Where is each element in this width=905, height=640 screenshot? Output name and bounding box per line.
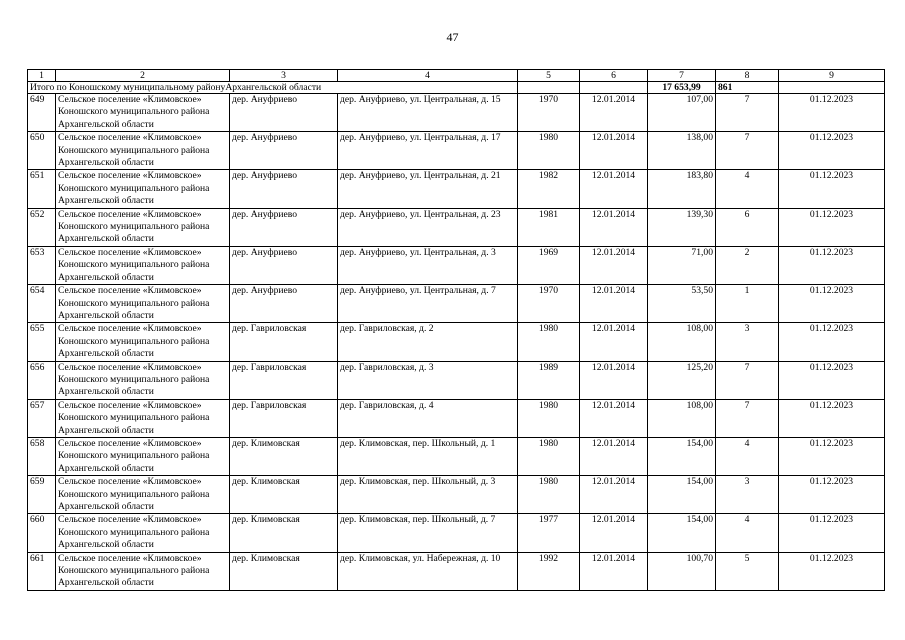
address-cell: дер. Климовская, ул. Набережная, д. 10: [338, 552, 518, 590]
count-cell: 7: [716, 361, 779, 399]
settlement-cell: дер. Климовская: [230, 514, 338, 552]
address-cell: дер. Гавриловская, д. 3: [338, 361, 518, 399]
address-cell: дер. Климовская, пер. Школьный, д. 1: [338, 437, 518, 475]
column-header: 1: [28, 70, 56, 82]
municipality-cell: Сельское поселение «Климовское» Коношского муниципального района Архангельской области: [56, 361, 230, 399]
row-number: 649: [28, 94, 56, 132]
column-header: 5: [518, 70, 580, 82]
year-cell: 1977: [518, 514, 580, 552]
total-empty-cell: [779, 82, 885, 94]
area-cell: 138,00: [648, 132, 716, 170]
count-cell: 4: [716, 437, 779, 475]
address-cell: дер. Ануфриево, ул. Центральная, д. 15: [338, 94, 518, 132]
year-cell: 1982: [518, 170, 580, 208]
row-number: 652: [28, 208, 56, 246]
row-number: 661: [28, 552, 56, 590]
table-row: [28, 361, 885, 399]
total-label: Итого по Коношскому муниципальному районуАрхангельской области: [28, 82, 518, 94]
area-cell: 125,20: [648, 361, 716, 399]
address-cell: дер. Гавриловская, д. 2: [338, 323, 518, 361]
deadline-cell: 01.12.2023: [779, 132, 885, 170]
area-cell: 100,70: [648, 552, 716, 590]
row-number: 655: [28, 323, 56, 361]
deadline-cell: 01.12.2023: [779, 361, 885, 399]
year-cell: 1980: [518, 399, 580, 437]
row-number: 650: [28, 132, 56, 170]
table-row: [28, 552, 885, 590]
row-number: 654: [28, 285, 56, 323]
municipality-cell: Сельское поселение «Климовское» Коношского муниципального района Архангельской области: [56, 132, 230, 170]
column-header: 3: [230, 70, 338, 82]
row-number: 660: [28, 514, 56, 552]
column-header: 7: [648, 70, 716, 82]
date-cell: 12.01.2014: [580, 285, 648, 323]
area-cell: 154,00: [648, 437, 716, 475]
count-cell: 3: [716, 476, 779, 514]
settlement-cell: дер. Климовская: [230, 476, 338, 514]
deadline-cell: 01.12.2023: [779, 208, 885, 246]
date-cell: 12.01.2014: [580, 94, 648, 132]
deadline-cell: 01.12.2023: [779, 170, 885, 208]
count-cell: 7: [716, 399, 779, 437]
municipality-cell: Сельское поселение «Климовское» Коношского муниципального района Архангельской области: [56, 514, 230, 552]
municipality-cell: Сельское поселение «Климовское» Коношского муниципального района Архангельской области: [56, 437, 230, 475]
area-cell: 108,00: [648, 399, 716, 437]
count-cell: 7: [716, 94, 779, 132]
area-cell: 154,00: [648, 476, 716, 514]
address-cell: дер. Гавриловская, д. 4: [338, 399, 518, 437]
deadline-cell: 01.12.2023: [779, 514, 885, 552]
settlement-cell: дер. Гавриловская: [230, 399, 338, 437]
settlement-cell: дер. Ануфриево: [230, 208, 338, 246]
table-row: [28, 399, 885, 437]
municipality-cell: Сельское поселение «Климовское» Коношского муниципального района Архангельской области: [56, 285, 230, 323]
settlement-cell: дер. Гавриловская: [230, 361, 338, 399]
municipality-cell: Сельское поселение «Климовское» Коношского муниципального района Архангельской области: [56, 323, 230, 361]
count-cell: 2: [716, 246, 779, 284]
area-cell: 183,80: [648, 170, 716, 208]
table-row: [28, 514, 885, 552]
row-number: 657: [28, 399, 56, 437]
date-cell: 12.01.2014: [580, 132, 648, 170]
deadline-cell: 01.12.2023: [779, 552, 885, 590]
year-cell: 1970: [518, 285, 580, 323]
date-cell: 12.01.2014: [580, 552, 648, 590]
count-cell: 3: [716, 323, 779, 361]
count-cell: 7: [716, 132, 779, 170]
municipality-cell: Сельское поселение «Климовское» Коношского муниципального района Архангельской области: [56, 476, 230, 514]
column-header: 6: [580, 70, 648, 82]
total-empty-cell: [580, 82, 648, 94]
year-cell: 1989: [518, 361, 580, 399]
total-empty-cell: [518, 82, 580, 94]
table-row: [28, 208, 885, 246]
table-row: [28, 323, 885, 361]
address-cell: дер. Ануфриево, ул. Центральная, д. 3: [338, 246, 518, 284]
total-row: [28, 82, 885, 94]
total-area: 17 653,99: [648, 82, 716, 94]
deadline-cell: 01.12.2023: [779, 285, 885, 323]
settlement-cell: дер. Ануфриево: [230, 246, 338, 284]
count-cell: 4: [716, 170, 779, 208]
year-cell: 1992: [518, 552, 580, 590]
year-cell: 1980: [518, 437, 580, 475]
settlement-cell: дер. Ануфриево: [230, 285, 338, 323]
total-residents: 861: [716, 82, 779, 94]
table-row: [28, 170, 885, 208]
settlement-cell: дер. Гавриловская: [230, 323, 338, 361]
date-cell: 12.01.2014: [580, 399, 648, 437]
area-cell: 154,00: [648, 514, 716, 552]
year-cell: 1981: [518, 208, 580, 246]
row-number: 658: [28, 437, 56, 475]
count-cell: 5: [716, 552, 779, 590]
count-cell: 6: [716, 208, 779, 246]
municipality-cell: Сельское поселение «Климовское» Коношского муниципального района Архангельской области: [56, 246, 230, 284]
settlement-cell: дер. Климовская: [230, 437, 338, 475]
settlement-cell: дер. Ануфриево: [230, 94, 338, 132]
table-row: [28, 94, 885, 132]
date-cell: 12.01.2014: [580, 437, 648, 475]
deadline-cell: 01.12.2023: [779, 437, 885, 475]
date-cell: 12.01.2014: [580, 246, 648, 284]
page-number: 47: [446, 30, 459, 44]
year-cell: 1969: [518, 246, 580, 284]
date-cell: 12.01.2014: [580, 208, 648, 246]
date-cell: 12.01.2014: [580, 514, 648, 552]
year-cell: 1980: [518, 476, 580, 514]
date-cell: 12.01.2014: [580, 476, 648, 514]
deadline-cell: 01.12.2023: [779, 399, 885, 437]
table-row: [28, 132, 885, 170]
address-cell: дер. Климовская, пер. Школьный, д. 7: [338, 514, 518, 552]
date-cell: 12.01.2014: [580, 323, 648, 361]
area-cell: 139,30: [648, 208, 716, 246]
area-cell: 53,50: [648, 285, 716, 323]
year-cell: 1980: [518, 323, 580, 361]
address-cell: дер. Ануфриево, ул. Центральная, д. 7: [338, 285, 518, 323]
deadline-cell: 01.12.2023: [779, 323, 885, 361]
municipality-cell: Сельское поселение «Климовское» Коношского муниципального района Архангельской области: [56, 552, 230, 590]
date-cell: 12.01.2014: [580, 170, 648, 208]
area-cell: 108,00: [648, 323, 716, 361]
settlement-cell: дер. Климовская: [230, 552, 338, 590]
column-header: 9: [779, 70, 885, 82]
table-row: [28, 246, 885, 284]
column-header: 2: [56, 70, 230, 82]
count-cell: 4: [716, 514, 779, 552]
area-cell: 107,00: [648, 94, 716, 132]
settlement-cell: дер. Ануфриево: [230, 170, 338, 208]
address-cell: дер. Ануфриево, ул. Центральная, д. 21: [338, 170, 518, 208]
deadline-cell: 01.12.2023: [779, 94, 885, 132]
area-cell: 71,00: [648, 246, 716, 284]
date-cell: 12.01.2014: [580, 361, 648, 399]
address-cell: дер. Климовская, пер. Школьный, д. 3: [338, 476, 518, 514]
table-row: [28, 476, 885, 514]
table-row: [28, 285, 885, 323]
column-header: 4: [338, 70, 518, 82]
year-cell: 1980: [518, 132, 580, 170]
settlement-cell: дер. Ануфриево: [230, 132, 338, 170]
row-number: 656: [28, 361, 56, 399]
municipality-cell: Сельское поселение «Климовское» Коношского муниципального района Архангельской области: [56, 208, 230, 246]
count-cell: 1: [716, 285, 779, 323]
municipality-cell: Сельское поселение «Климовское» Коношского муниципального района Архангельской области: [56, 94, 230, 132]
row-number: 659: [28, 476, 56, 514]
row-number: 651: [28, 170, 56, 208]
table-row: [28, 437, 885, 475]
column-header: 8: [716, 70, 779, 82]
address-cell: дер. Ануфриево, ул. Центральная, д. 23: [338, 208, 518, 246]
deadline-cell: 01.12.2023: [779, 246, 885, 284]
deadline-cell: 01.12.2023: [779, 476, 885, 514]
housing-registry-table: [27, 69, 885, 591]
address-cell: дер. Ануфриево, ул. Центральная, д. 17: [338, 132, 518, 170]
municipality-cell: Сельское поселение «Климовское» Коношского муниципального района Архангельской области: [56, 399, 230, 437]
municipality-cell: Сельское поселение «Климовское» Коношского муниципального района Архангельской области: [56, 170, 230, 208]
row-number: 653: [28, 246, 56, 284]
column-number-row: [28, 70, 885, 82]
year-cell: 1970: [518, 94, 580, 132]
